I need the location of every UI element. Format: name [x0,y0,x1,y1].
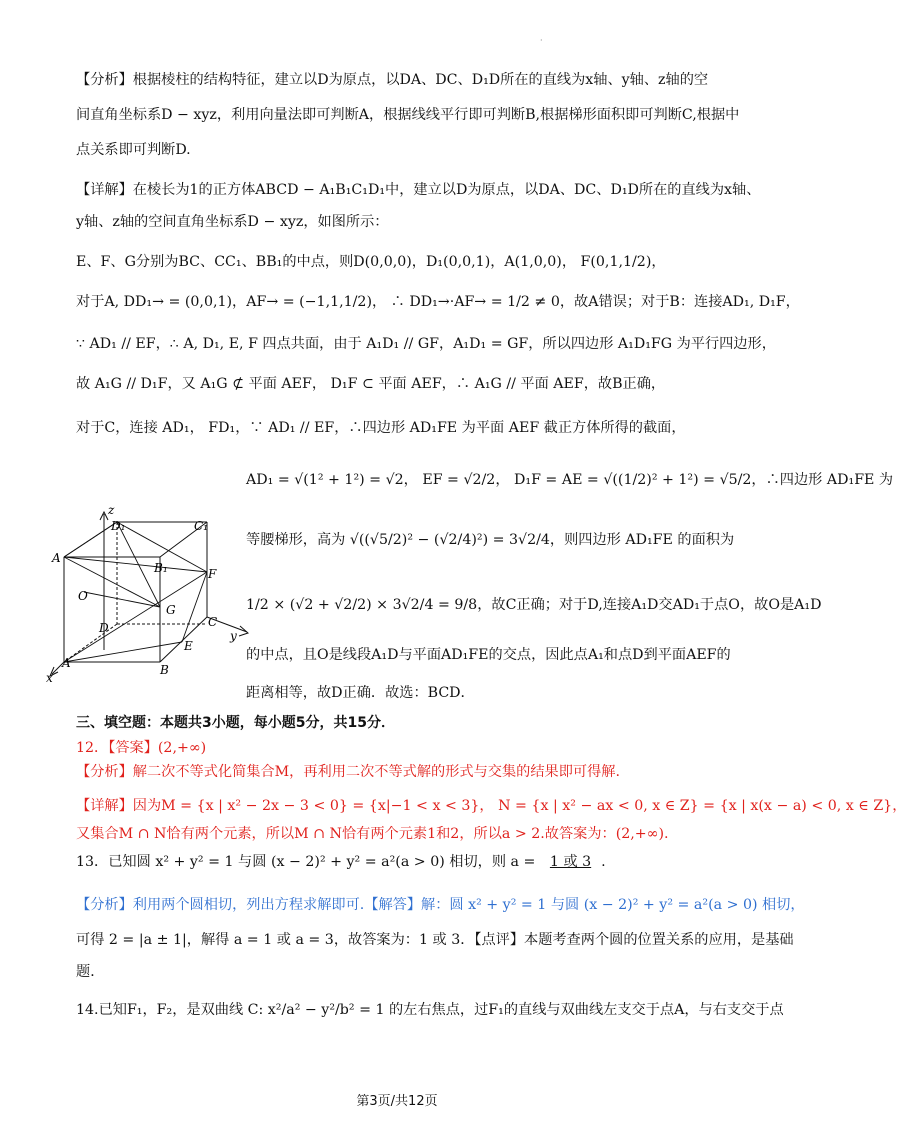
label-b1: B₁ [154,561,168,575]
label-g: G [166,603,176,617]
q13-detail: 可得 2 = |a ± 1|，解得 a = 1 或 a = 3，故答案为：1 或 3．【点评】本题考查两个圆的位置关系的应用，是基础 [76,932,794,948]
label-e: E [184,639,193,653]
detail-line-9: 等腰梯形，高为 √((√5/2)² − (√2/4)²) = 3√2/4，则四边形 AD₁FE 的面积为 [246,532,735,548]
label-b: B [160,663,169,677]
page-footer: 第3页/共12页 [356,1094,438,1109]
detail-line-8: AD₁ = √(1² + 1²) = √2， EF = √2/2， D₁F = AE = √((1/2)² + 1²) = √5/2，∴四边形 AD₁FE 为 [246,472,894,488]
analysis-line-1: 【分析】根据棱柱的结构特征，建立以D为原点，以DA、DC、D₁D所在的直线为x轴、y轴、z轴的空 [76,72,709,88]
label-z: z [108,503,115,517]
q13-question-text: 13．已知圆 x² + y² = 1 与圆 (x − 2)² + y² = a²(a > 0) 相切，则 a = [76,854,540,870]
corner-dot: · [540,36,543,45]
label-a: A [62,656,71,670]
detail-line-11: 的中点，且O是线段A₁D与平面AD₁FE的交点，因此点A₁和点D到平面AEF的 [246,647,731,663]
q13-analysis [76,895,805,915]
label-c: C [208,615,218,629]
q14-question: 14.已知F₁，F₂，是双曲线 C: x²/a² − y²/b² = 1 的左右焦点，过F₁的直线与双曲线左支交于点A，与右支交于点 [76,1002,784,1018]
analysis-line-3: 点关系即可判断D. [76,142,191,158]
detail-line-10: 1/2 × (√2 + √2/2) × 3√2/4 = 9/8，故C正确；对于D,连接A₁D交AD₁于点O，故O是A₁D [246,597,822,613]
q12-analysis: 【分析】解二次不等式化简集合M，再利用二次不等式解的形式与交集的结果即可得解. [76,764,620,780]
q12-detail-2: 又集合M ∩ N恰有两个元素，所以M ∩ N恰有两个元素1和2，所以a > 2.故答案为：(2,+∞). [76,826,669,842]
analysis-line-2: 间直角坐标系D − xyz，利用向量法即可判断A，根据线线平行即可判断B,根据梯形面积即可判断C,根据中 [76,107,740,123]
label-y: y [230,629,237,643]
q12-answer: 12．【答案】(2,+∞) [76,740,207,756]
detail-line-6: 故 A₁G // D₁F，又 A₁G ⊄ 平面 AEF， D₁F ⊂ 平面 AEF，∴ A₁G // 平面 AEF，故B正确， [76,376,666,392]
detail-line-1: 【详解】在棱长为1的正方体ABCD − A₁B₁C₁D₁中，建立以D为原点，以DA、DC、D₁D所在的直线为x轴、 [76,182,761,198]
detail-line-4: 对于A, DD₁→ = (0,0,1)，AF→ = (−1,1,1/2)， ∴ DD₁→·AF→ = 1/2 ≠ 0，故A错误；对于B：连接AD₁, D₁F， [76,294,800,310]
q12-detail-1: 【详解】因为M = {x | x² − 2x − 3 < 0} = {x|−1 < x < 3}， N = {x | x² − ax < 0, x ∈ Z} = {x | x(x − a) < 0, x ∈ Z}， [76,798,906,814]
detail-line-7: 对于C，连接 AD₁， FD₁，∵ AD₁ // EF，∴四边形 AD₁FE 为平面 AEF 截正方体所得的截面， [76,420,686,436]
detail-line-2: y轴、z轴的空间直角坐标系D − xyz，如图所示： [76,214,389,230]
q13-detail-end: 题． [76,964,105,980]
cube-figure [42,502,250,687]
q13-answer-blank: 1 或 3 [549,854,592,870]
section-heading: 三、填空题：本题共3小题，每小题5分，共15分． [76,715,395,731]
label-f: F [208,567,217,581]
label-x: x [46,671,53,685]
q13-analysis-text: 【分析】利用两个圆相切，列出方程求解即可.【解答】解：圆 x² + y² = 1 与圆 (x − 2)² + y² = a²(a > 0) 相切， [76,897,805,913]
label-a1: A [52,551,61,565]
label-d: D [99,621,109,635]
label-c1: C₁ [194,519,208,533]
label-d1: D₁ [111,519,126,533]
q13-question: 13．已知圆 x² + y² = 1 与圆 (x − 2)² + y² = a²(a > 0) 相切，则 a = 1 或 3 . [76,854,606,870]
detail-line-12: 距离相等，故D正确．故选：BCD． [246,685,475,701]
label-o: O [78,589,88,603]
detail-line-5: ∵ AD₁ // EF，∴ A, D₁, E, F 四点共面，由于 A₁D₁ // GF，A₁D₁ = GF，所以四边形 A₁D₁FG 为平行四边形， [76,336,776,352]
detail-line-3: E、F、G分别为BC、CC₁、BB₁的中点，则D(0,0,0)，D₁(0,0,1)，A(1,0,0)， F(0,1,1/2)， [76,254,666,270]
